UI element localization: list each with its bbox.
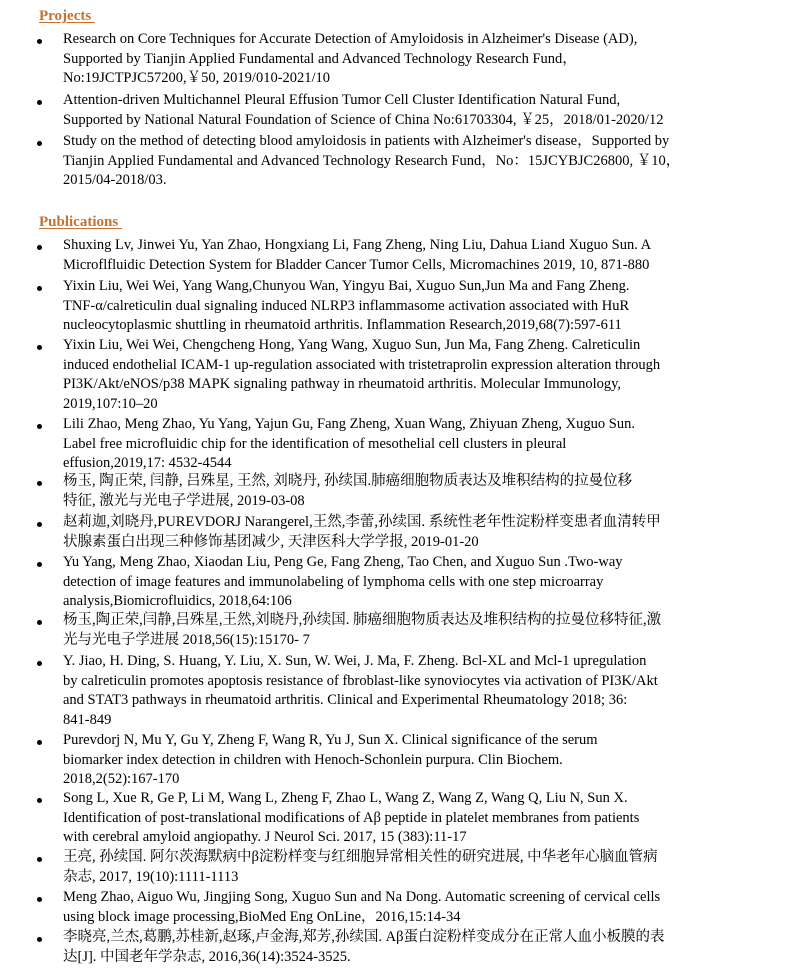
bullet-icon [37, 937, 42, 942]
publication-text: Lili Zhao, Meng Zhao, Yu Yang, Yajun Gu, Fang Zheng, Xuan Wang, Zhiyuan Zheng, Xuguo Sun. Label free microfluidic chip for the identification of mesothelial cell clusters in pleural effusion,2019,17: 4532-4544 [63, 416, 635, 471]
publication-text: Yixin Liu, Wei Wei, Yang Wang,Chunyou Wan, Yingyu Bai, Xuguo Sun,Jun Ma and Fang Zheng. TNF-α/calreticulin dual signaling induced NLRP3 inflammasome activation associated with HuR nucleocytoplasmic shuttling in rheumatoid arthritis. Inflammation Research,2019,68(7):597-611 [63, 278, 630, 333]
publication-item [0, 652, 799, 731]
bullet-icon [37, 562, 42, 567]
publication-item [0, 731, 799, 789]
publication-item [0, 277, 799, 336]
projects-list [0, 30, 799, 193]
publications-list [0, 236, 799, 969]
project-text: Attention-driven Multichannel Pleural Effusion Tumor Cell Cluster Identification Natural Fund, Supported by National Natural Foundation of Science of China No:61703304, ￥25，2018/01-2020/12 [63, 92, 664, 128]
bullet-icon [37, 100, 42, 105]
publication-item [0, 611, 799, 652]
bullet-icon [37, 661, 42, 666]
publication-text: Meng Zhao, Aiguo Wu, Jingjing Song, Xuguo Sun and Na Dong. Automatic screening of cervical cells using block image processing,BioMed Eng OnLine，2016,15:14-34 [63, 889, 661, 925]
bullet-icon [37, 798, 42, 803]
bullet-icon [37, 897, 42, 902]
bullet-icon [37, 141, 42, 146]
publication-text: 杨玉, 陶正荣, 闫静, 吕殊星, 王然, 刘晓丹, 孙续国.肺癌细胞物质表达及堆积结构的拉曼位移 特征, 激光与光电子学进展, 2019-03-08 [63, 473, 633, 509]
publication-text: Yixin Liu, Wei Wei, Chengcheng Hong, Yang Wang, Xuguo Sun, Jun Ma, Fang Zheng. Calreticulin induced endothelial ICAM-1 up-regulation associated with tristetraprolin expression alteration through PI3K/Akt/eNOS/p38 MAPK signaling pathway in rheumatoid arthritis. Molecular Immunology, 2019,107:10–20 [63, 337, 661, 412]
publication-text: 王亮, 孙续国. 阿尔茨海默病中β淀粉样变与红细胞异常相关性的研究进展, 中华老年心脑血管病 杂志, 2017, 19(10):1111-1113 [63, 849, 658, 885]
publication-item [0, 415, 799, 472]
project-item [0, 132, 799, 193]
bullet-icon [37, 740, 42, 745]
bullet-icon [37, 424, 42, 429]
publication-item [0, 848, 799, 888]
publication-item [0, 553, 799, 611]
bullet-icon [37, 481, 42, 486]
bullet-icon [37, 857, 42, 862]
bullet-icon [37, 620, 42, 625]
bullet-icon [37, 522, 42, 527]
publication-text: 杨玉,陶正荣,闫静,吕殊星,王然,刘晓丹,孙续国. 肺癌细胞物质表达及堆积结构的拉曼位移特征,激 光与光电子学进展 2018,56(15):15170- 7 [63, 612, 662, 648]
project-text: Research on Core Techniques for Accurate Detection of Amyloidosis in Alzheimer's Disease (AD), Supported by Tianjin Applied Fundamental and Advanced Technology Research Fund， No:19JCTPJC57200,￥50, 2019/010-2021/10 [63, 31, 638, 86]
publication-item [0, 472, 799, 513]
publication-item [0, 513, 799, 553]
publication-item [0, 336, 799, 415]
bullet-icon [37, 286, 42, 291]
bullet-icon [37, 345, 42, 350]
project-item [0, 91, 799, 132]
publication-text: Shuxing Lv, Jinwei Yu, Yan Zhao, Hongxiang Li, Fang Zheng, Ning Liu, Dahua Liand Xuguo Sun. A Microflfluidic Detection System for Bladder Cancer Tumor Cells, Micromachines 2019, 10, 871-880 [63, 237, 652, 273]
publication-item [0, 789, 799, 848]
publication-text: Yu Yang, Meng Zhao, Xiaodan Liu, Peng Ge, Fang Zheng, Tao Chen, and Xuguo Sun .Two-way detection of image features and immunolabeling of lymphoma cells with one step microarray analysis,Biomicrofluidics, 2018,64:106 [63, 554, 623, 609]
publication-item [0, 928, 799, 969]
publication-item [0, 888, 799, 928]
publication-item [0, 236, 799, 277]
publication-text: 赵莉迦,刘晓丹,PUREVDORJ Narangerel,王然,李蕾,孙续国. 系统性老年性淀粉样变患者血清转甲 状腺素蛋白出现三种修饰基团减少, 天津医科大学学报, 2019-01-20 [63, 514, 661, 550]
publication-text: Y. Jiao, H. Ding, S. Huang, Y. Liu, X. Sun, W. Wei, J. Ma, F. Zheng. Bcl-XL and Mcl-1 upregulation by calreticulin promotes apoptosis resistance of fbroblast-like synoviocytes via activation of PI3K/Akt and STAT3 pathways in rheumatoid arthritis. Clinical and Experimental Rheumatology 2018; 36: 841-849 [63, 653, 658, 728]
publication-text: Song L, Xue R, Ge P, Li M, Wang L, Zheng F, Zhao L, Wang Z, Wang Z, Wang Q, Liu N, Sun X. Identification of post-translational modifications of Aβ peptide in platelet membranes from patients with cerebral amyloid angiopathy. J Neurol Sci. 2017, 15 (383):11-17 [63, 790, 640, 845]
bullet-icon [37, 39, 42, 44]
publications-heading: Publications [39, 214, 122, 230]
projects-heading: Projects [39, 8, 95, 24]
project-text: Study on the method of detecting blood amyloidosis in patients with Alzheimer's disease，Supported by Tianjin Applied Fundamental and Advanced Technology Research Fund，No：15JCYBJC26800, ￥10， 2015/04-2018/03. [63, 133, 681, 188]
publication-text: 李晓亮,兰杰,葛鹏,苏桂新,赵琢,卢金海,郑芳,孙续国. Aβ蛋白淀粉样变成分在正常人血小板膜的表 达[J]. 中国老年学杂志, 2016,36(14):3524-3525. [63, 929, 665, 965]
project-item [0, 30, 799, 91]
bullet-icon [37, 245, 42, 250]
publication-text: Purevdorj N, Mu Y, Gu Y, Zheng F, Wang R, Yu J, Sun X. Clinical significance of the serum biomarker index detection in children with Henoch-Schonlein purpura. Clin Biochem. 2018,2(52):167-170 [63, 732, 598, 787]
